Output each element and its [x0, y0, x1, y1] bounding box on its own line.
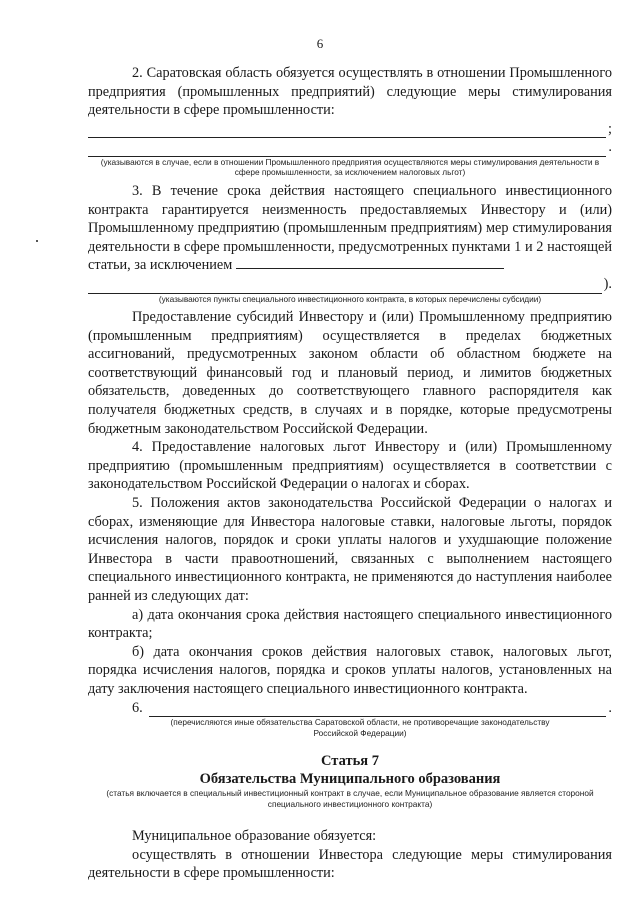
paragraph-3-text: 3. В течение срока действия настоящего специального инвестиционного контракта гарантируется неизменность предоставляемых Инвестору и (или) Промышленному предприятию (промышленным предприятиям) мер стимулирования деятельности в сфере промышленности, предусмотренных пунктами 1 и 2 настоящей статьи, за исключением [88, 182, 612, 274]
period-mark: . [608, 699, 612, 716]
article-7-title: Статья 7 [321, 753, 379, 770]
fill-line-3 [88, 275, 612, 294]
article-7-subtitle: Обязательства Муниципального образования [199, 771, 501, 788]
municipal-intro: Муниципальное образование обязуется: [132, 828, 377, 845]
scan-speck [36, 240, 38, 242]
blank-rule [88, 125, 606, 138]
note-paragraph-3: (указываются пункты специального инвестиционного контракта, в которых перечислены субсидии) [158, 293, 542, 304]
paragraph-5: 5. Положения актов законодательства Российской Федерации о налогах и сборах, изменяющие для Инвестора налоговые ставки, налоговые льготы, порядок исчисления налогов, порядок и сроки уплаты налогов и ухудшающие положение Инвестора в части правоотношений, связанных с выполнением настоящего специального инвестиционного контракта, не применяются до наступления наиболее ранней из следующих дат: [88, 494, 612, 604]
paragraph-6-label: 6. [132, 699, 143, 716]
paragraph-6 [88, 699, 612, 718]
paragraph-3 [88, 182, 612, 275]
fill-line-2b [88, 138, 612, 157]
page-content [88, 64, 612, 883]
paragraph-5a: а) дата окончания срока действия настоящего специального инвестиционного контракта; [88, 606, 612, 642]
blank-rule [88, 144, 606, 157]
fill-line-2a [88, 120, 612, 139]
page-number: 6 [316, 36, 324, 51]
blank-rule [149, 704, 607, 717]
period-mark: . [608, 139, 612, 156]
note-paragraph-6: (перечисляются иные обязательства Саратовской области, не противоречащие законодательству Российской Федерации) [170, 717, 550, 738]
closing-paren-mark: ). [603, 275, 612, 292]
paragraph-4: 4. Предоставление налоговых льгот Инвестору и (или) Промышленному предприятию (промышленным предприятиям) осуществляется в соответствии с законодательством Российской Федерации о налогах и сборах. [88, 439, 612, 493]
paragraph-5b: б) дата окончания сроков действия налоговых ставок, налоговых льгот, порядка исчисления налогов, порядка и сроков уплаты налогов, установленных на дату заключения настоящего специального инвестиционного контракта. [88, 643, 612, 697]
municipal-item: осуществлять в отношении Инвестора следующие меры стимулирования деятельности в сфере промышленности: [88, 846, 612, 882]
article-7-note: (статья включается в специальный инвестиционный контракт в случае, если Муниципальное образование является стороной специального инвестиционного контракта) [106, 788, 594, 809]
blank-rule [88, 281, 602, 294]
paragraph-2: 2. Саратовская область обязуется осуществлять в отношении Промышленного предприятия (промышленных предприятий) следующие меры стимулирования деятельности в сфере промышленности: [88, 65, 612, 119]
semicolon-mark: ; [608, 120, 612, 137]
note-paragraph-2: (указываются в случае, если в отношении Промышленного предприятия осуществляются меры стимулирования деятельности в сфере промышленности, за исключением налоговых льгот) [100, 156, 600, 178]
blank-rule-inline [236, 257, 504, 269]
paragraph-subsidy: Предоставление субсидий Инвестору и (или) Промышленному предприятию (промышленным предприятиям) осуществляется в пределах бюджетных ассигнований, предусмотренных законом области об областном бюджете на соответствующий финансовый год и плановый период, и лимитов бюджетных обязательств, доведенных до соответствующего главного распорядителя как получателя бюджетных средств, в случаях и в порядке, которые предусмотрены бюджетным законодательством Российской Федерации. [88, 309, 612, 437]
